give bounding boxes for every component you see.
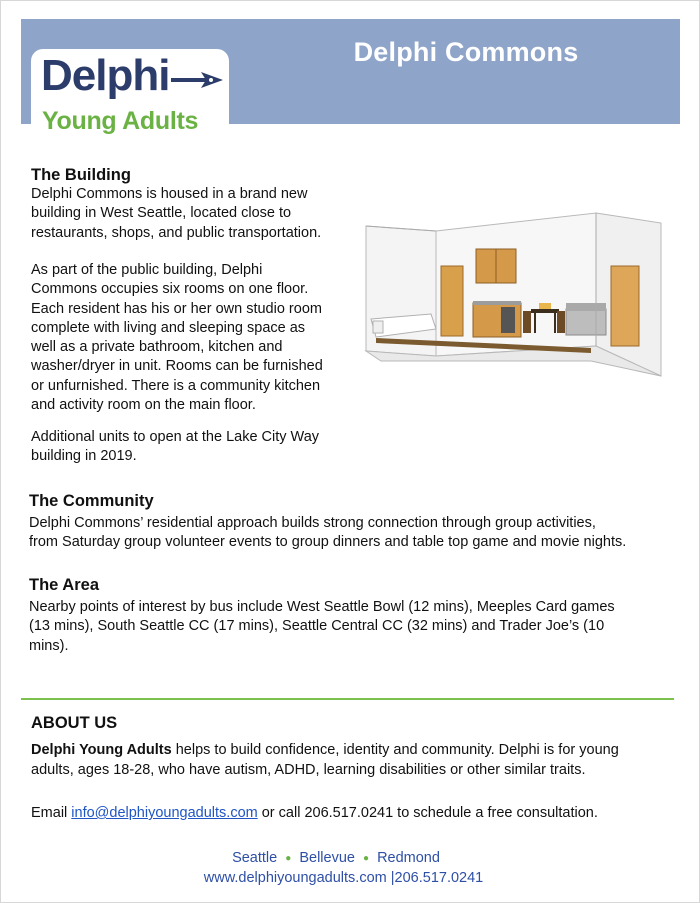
text-line: Delphi Commons is housed in a brand new [31, 186, 308, 202]
bullet-dot-icon: ● [285, 853, 292, 864]
text-line: and activity room on the main floor. [31, 397, 256, 414]
logo-subtitle: Young Adults [42, 107, 199, 135]
footer-website[interactable]: www.delphiyoungadults.com [203, 870, 387, 886]
delphi-logo [31, 49, 229, 149]
text-line: from Saturday group volunteer events to group dinners and table top game and movie nights. [29, 534, 627, 551]
text-line: Each resident has his or her own studio room [31, 300, 322, 317]
text-line: building in West Seattle, located close to [31, 205, 292, 222]
text-line: or unfurnished. There is a community kitchen [31, 377, 321, 394]
text-line: Delphi Commons’ residential approach builds strong connection through group activities, [29, 515, 596, 531]
building-paragraph-2 [31, 261, 361, 415]
email-link[interactable]: info@delphiyoungadults.com [71, 805, 258, 821]
text-line: restaurants, shops, and public transportation. [31, 224, 322, 241]
footer-cities [1, 850, 671, 866]
email-prefix: Email [31, 805, 72, 821]
text-line: (13 mins), South Seattle CC (17 mins), Seattle Central CC (32 mins) and Trader Joe’s (10 [29, 618, 605, 635]
footer-separator: | [386, 870, 395, 886]
text-line: complete with living and sleeping space as [31, 319, 306, 336]
footer-phone: 206.517.0241 [394, 870, 484, 886]
email-suffix: or call 206.517.0241 to schedule a free consultation. [257, 805, 598, 821]
city-redmond: Redmond [377, 850, 440, 866]
logo-wordmark: Delphi [41, 51, 170, 100]
about-paragraph [31, 740, 681, 780]
text-line: Nearby points of interest by bus include West Seattle Bowl (12 mins), Meeples Card games [29, 599, 615, 615]
city-seattle: Seattle [232, 850, 278, 866]
text-line: well as a private bathroom, kitchen and [31, 339, 283, 356]
text-line [31, 740, 681, 760]
building-paragraph-1 [31, 185, 361, 243]
studio-room-illustration [361, 211, 671, 381]
text-line: Commons occupies six rooms on one floor. [31, 281, 309, 298]
about-line1-rest: helps to build confidence, identity and community. Delphi is for young [171, 742, 619, 758]
bullet-dot-icon: ● [362, 853, 370, 864]
area-heading: The Area [29, 576, 99, 594]
city-bellevue: Bellevue [299, 850, 355, 866]
community-heading: The Community [29, 492, 154, 510]
about-lead: Delphi Young Adults [31, 742, 172, 758]
page-title: Delphi Commons [353, 37, 579, 67]
text-line: adults, ages 18-28, who have autism, ADHD, learning disabilities or other similar traits. [31, 762, 586, 778]
text-line: building in 2019. [31, 448, 137, 465]
text-line: mins). [29, 637, 69, 654]
about-heading: ABOUT US [31, 714, 118, 732]
text-line: Additional units to open at the Lake City Way [31, 429, 320, 445]
contact-line [31, 805, 681, 821]
text-line: As part of the public building, Delphi [31, 262, 263, 278]
text-line: washer/dryer in unit. Rooms can be furnished [31, 358, 323, 375]
arrow-icon [171, 68, 225, 92]
building-paragraph-3 [31, 428, 361, 467]
section-divider [21, 698, 674, 700]
area-paragraph [29, 598, 689, 656]
community-paragraph [29, 514, 689, 553]
footer-contact [1, 870, 686, 886]
building-heading: The Building [31, 166, 131, 184]
